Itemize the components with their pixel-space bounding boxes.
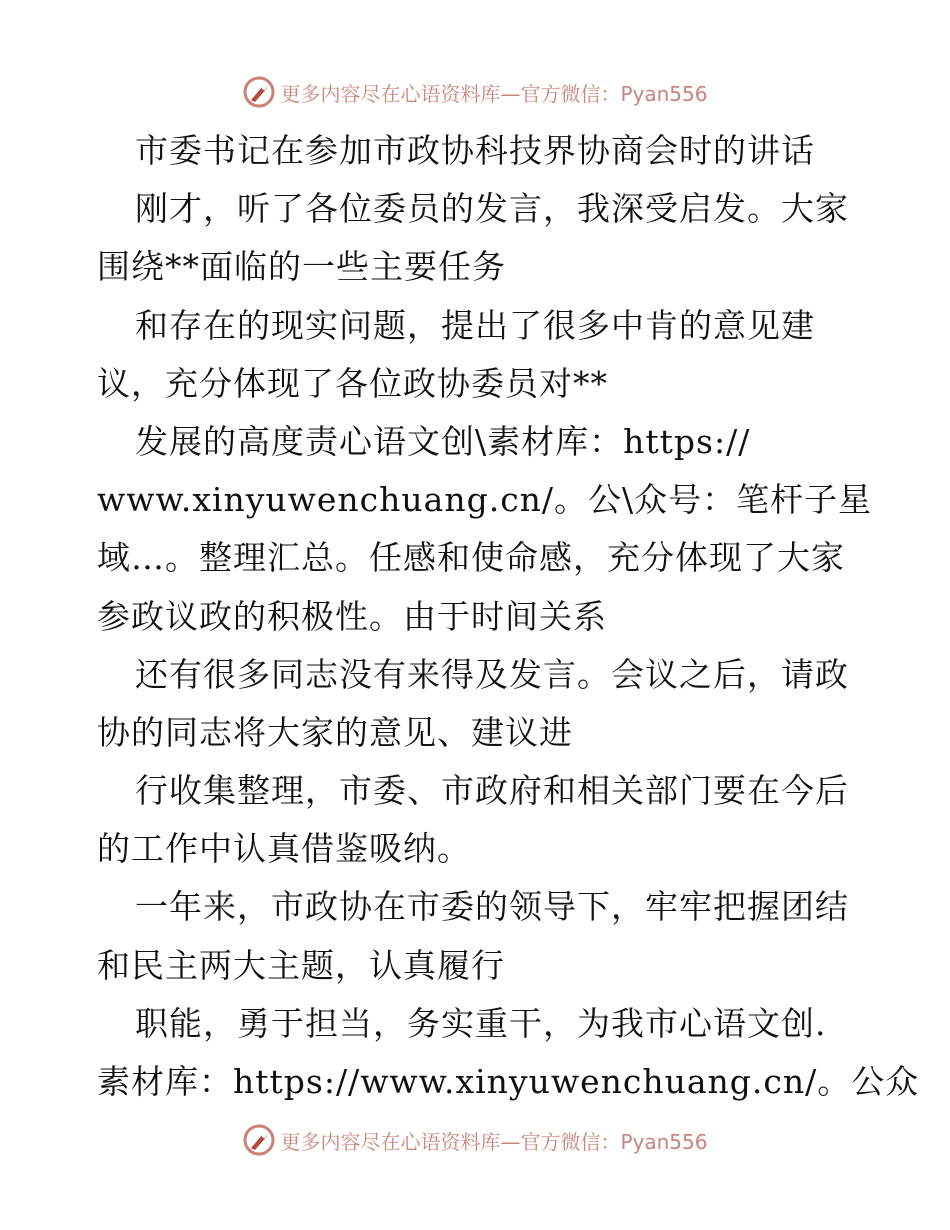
header-watermark-text: 更多内容尽在心语资料库—官方微信：Pyan556: [280, 81, 708, 106]
text-line: 域…。整理汇总。任感和使命感，充分体现了大家: [97, 538, 845, 578]
text-line: 刚才，听了各位委员的发言，我深受启发。大家: [135, 189, 849, 229]
document-body: [97, 122, 920, 1111]
text-line: 协的同志将大家的意见、建议进: [97, 712, 573, 752]
footer-watermark-banner: [0, 1120, 950, 1160]
text-line: 市委书记在参加市政协科技界协商会时的讲话: [135, 131, 815, 170]
text-line: www.xinyuwenchuang.cn/。公\众号：笔杆子星: [97, 480, 873, 520]
header-watermark-banner: [0, 72, 950, 112]
footer-watermark-text: 更多内容尽在心语资料库—官方微信：Pyan556: [280, 1129, 708, 1154]
text-line: 行收集整理，市委、市政府和相关部门要在今后: [135, 771, 849, 811]
pen-nib-logo-icon: [242, 75, 276, 109]
text-line: 参政议政的积极性。由于时间关系: [97, 596, 607, 636]
text-line: 发展的高度责心语文创\素材库：https://: [135, 421, 751, 461]
text-line: 职能，勇于担当，务实重干，为我市心语文创.: [135, 1003, 827, 1043]
text-line: 和民主两大主题，认真履行: [97, 945, 505, 985]
text-line: 一年来，市政协在市委的领导下，牢牢把握团结: [135, 887, 849, 927]
text-line: 围绕**面临的一些主要任务: [97, 247, 506, 287]
text-line: 还有很多同志没有来得及发言。会议之后，请政: [135, 654, 849, 694]
text-line: 议，充分体现了各位政协委员对**: [97, 363, 608, 403]
text-line: 素材库：https://www.xinyuwenchuang.cn/。公众: [97, 1062, 920, 1101]
text-line: 和存在的现实问题，提出了很多中肯的意见建: [135, 305, 815, 345]
pen-nib-logo-icon: [242, 1123, 276, 1157]
text-line: 的工作中认真借鉴吸纳。: [97, 829, 471, 869]
